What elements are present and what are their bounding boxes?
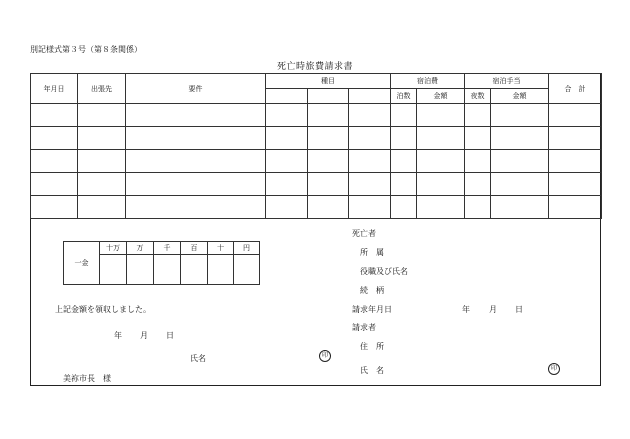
claim-date-month: 月 <box>489 305 497 314</box>
subheader-type-1 <box>266 89 308 104</box>
header-purpose: 要件 <box>126 74 266 104</box>
subheader-type-3 <box>349 89 391 104</box>
amount-unit-10: 十 <box>208 242 234 255</box>
relation-label: 続 柄 <box>360 286 384 295</box>
subheader-lodging-nights: 泊数 <box>391 89 417 104</box>
amount-digit <box>127 255 154 285</box>
amount-prefix: 一金 <box>64 242 100 285</box>
header-date: 年月日 <box>31 74 78 104</box>
amount-unit-100: 百 <box>181 242 208 255</box>
left-date-month: 月 <box>140 331 148 340</box>
name-label: 氏 名 <box>360 366 384 375</box>
amount-digit <box>181 255 208 285</box>
header-allowance: 宿泊手当 <box>465 74 549 89</box>
left-name-label: 氏名 <box>190 354 206 363</box>
amount-unit-10k: 万 <box>127 242 154 255</box>
expense-table <box>30 73 602 219</box>
subheader-allowance-amount: 金額 <box>491 89 549 104</box>
subheader-type-2 <box>308 89 349 104</box>
amount-digit <box>234 255 260 285</box>
claimant-label: 請求者 <box>352 323 376 332</box>
amount-unit-1k: 千 <box>154 242 181 255</box>
seal-mark: 印 <box>319 350 331 362</box>
header-lodging: 宿泊費 <box>391 74 465 89</box>
amount-digit <box>208 255 234 285</box>
claim-date-label: 請求年月日 <box>352 305 392 314</box>
address-label: 住 所 <box>360 342 384 351</box>
receipt-text: 上記金額を領収しました。 <box>55 305 151 314</box>
amount-unit-yen: 円 <box>234 242 260 255</box>
amount-table <box>63 241 260 285</box>
subheader-allowance-nights: 夜数 <box>465 89 491 104</box>
position-name-label: 役職及び氏名 <box>360 267 408 276</box>
left-date-year: 年 <box>114 331 122 340</box>
form-reference: 別記様式第３号（第８条関係） <box>30 45 142 54</box>
table-row <box>31 196 602 219</box>
claim-date-day: 日 <box>515 305 523 314</box>
left-date-day: 日 <box>166 331 174 340</box>
subheader-lodging-amount: 金額 <box>417 89 465 104</box>
table-row <box>31 127 602 150</box>
amount-unit-100k: 十万 <box>100 242 127 255</box>
deceased-label: 死亡者 <box>352 229 376 238</box>
table-row <box>31 104 602 127</box>
table-row <box>31 173 602 196</box>
table-row <box>31 150 602 173</box>
header-type: 種目 <box>266 74 391 89</box>
claim-date-year: 年 <box>462 305 470 314</box>
amount-digit <box>100 255 127 285</box>
seal-mark-claimant: 印 <box>548 363 560 375</box>
header-destination: 出張先 <box>78 74 126 104</box>
amount-digit <box>154 255 181 285</box>
affiliation-label: 所 属 <box>360 248 384 257</box>
header-total: 合 計 <box>549 74 602 104</box>
addressee: 美祢市長 様 <box>63 374 111 383</box>
form-title: 死亡時旅費請求書 <box>276 62 353 72</box>
